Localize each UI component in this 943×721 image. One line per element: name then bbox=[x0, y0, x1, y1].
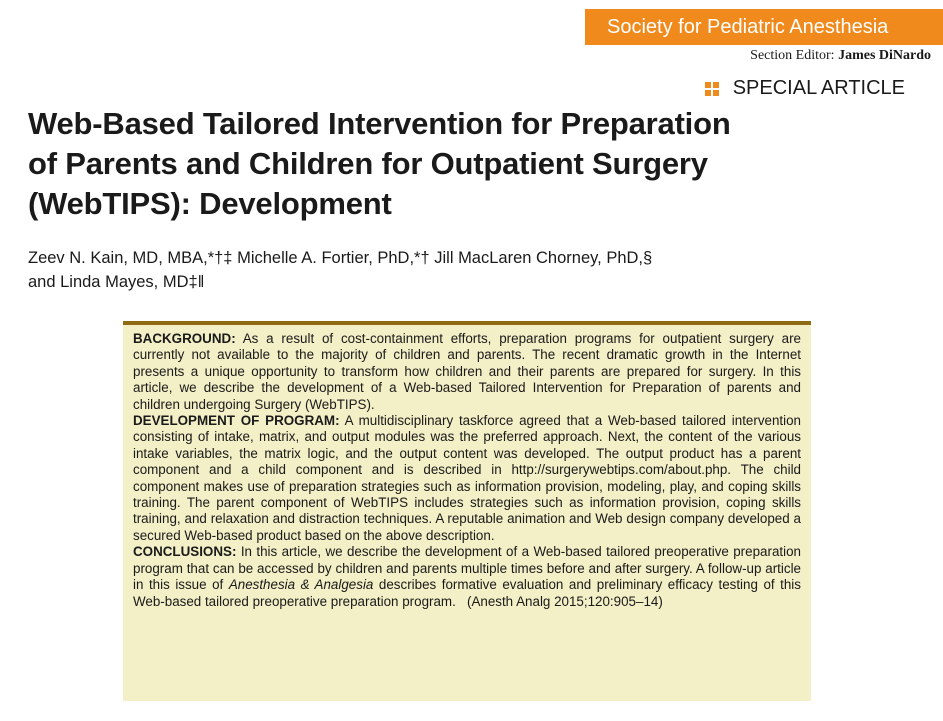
abstract-text-conclusions: In this article, we describe the development of a Web-based tailored preoperative preparation program that can be accessed by children and parents multiple times before and after surgery. A follow-up article in this issue of bbox=[133, 544, 801, 593]
society-banner: Society for Pediatric Anesthesia bbox=[585, 9, 943, 45]
abstract-text-development: A multidisciplinary taskforce agreed that a Web-based tailored intervention consisting of intake, matrix, and output modules was the preferred approach. Next, the content of the various intake variables, the matrix logic, and the output content was developed. The output product has a parent component and a child component and is described in http://surgerywebtips.com/about.php. The child component makes use of preparation strategies such as information provision, modeling, play, and coping skills training. The parent component of WebTIPS includes strategies such as information provision, coping skills training, and relaxation and distraction techniques. A reputable animation and Web design company developed a secured Web-based product based on the above description. bbox=[133, 413, 802, 543]
citation: (Anesth Analg 2015;120:905–14) bbox=[466, 593, 663, 609]
abstract-text-background: As a result of cost-containment efforts, preparation programs for outpatient surgery are currently not available to the majority of children and parents. The recent dramatic growth in the Internet presents a unique opportunity to transform how children and their parents are prepared for surgery. In this article, we describe the development of a Web-based Tailored Intervention for Preparation of parents and children undergoing Surgery (WebTIPS). bbox=[133, 331, 801, 412]
abstract-background bbox=[133, 331, 801, 413]
article-type-text: SPECIAL ARTICLE bbox=[732, 77, 905, 99]
abstract-heading-background: BACKGROUND: bbox=[133, 331, 236, 346]
title-line: Web-Based Tailored Intervention for Preparation bbox=[28, 106, 731, 141]
abstract-conclusions bbox=[133, 544, 801, 610]
section-editor-label: Section Editor: bbox=[750, 48, 835, 63]
article-type-label bbox=[705, 77, 905, 100]
section-editor-name: James DiNardo bbox=[838, 48, 931, 63]
author-line: and Linda Mayes, MD‡‖ bbox=[28, 273, 205, 291]
grid-squares-icon bbox=[705, 82, 719, 96]
abstract-development bbox=[133, 413, 801, 544]
abstract-heading-conclusions: CONCLUSIONS: bbox=[133, 544, 237, 560]
title-line: of Parents and Children for Outpatient Surgery bbox=[28, 146, 708, 181]
journal-name: Anesthesia & Analgesia bbox=[228, 577, 374, 593]
author-line: Zeev N. Kain, MD, MBA,*†‡ Michelle A. Fortier, PhD,*† Jill MacLaren Chorney, PhD,§ bbox=[28, 249, 653, 267]
abstract-heading-development: DEVELOPMENT OF PROGRAM: bbox=[133, 413, 340, 429]
abstract-box bbox=[123, 321, 811, 701]
article-title bbox=[28, 104, 868, 224]
title-line: (WebTIPS): Development bbox=[28, 186, 392, 221]
section-editor bbox=[750, 48, 931, 64]
author-list bbox=[28, 246, 888, 294]
abstract-text-conclusions-end: describes formative evaluation and preliminary efficacy testing of this Web-based tailored preoperative preparation program. bbox=[133, 577, 801, 609]
